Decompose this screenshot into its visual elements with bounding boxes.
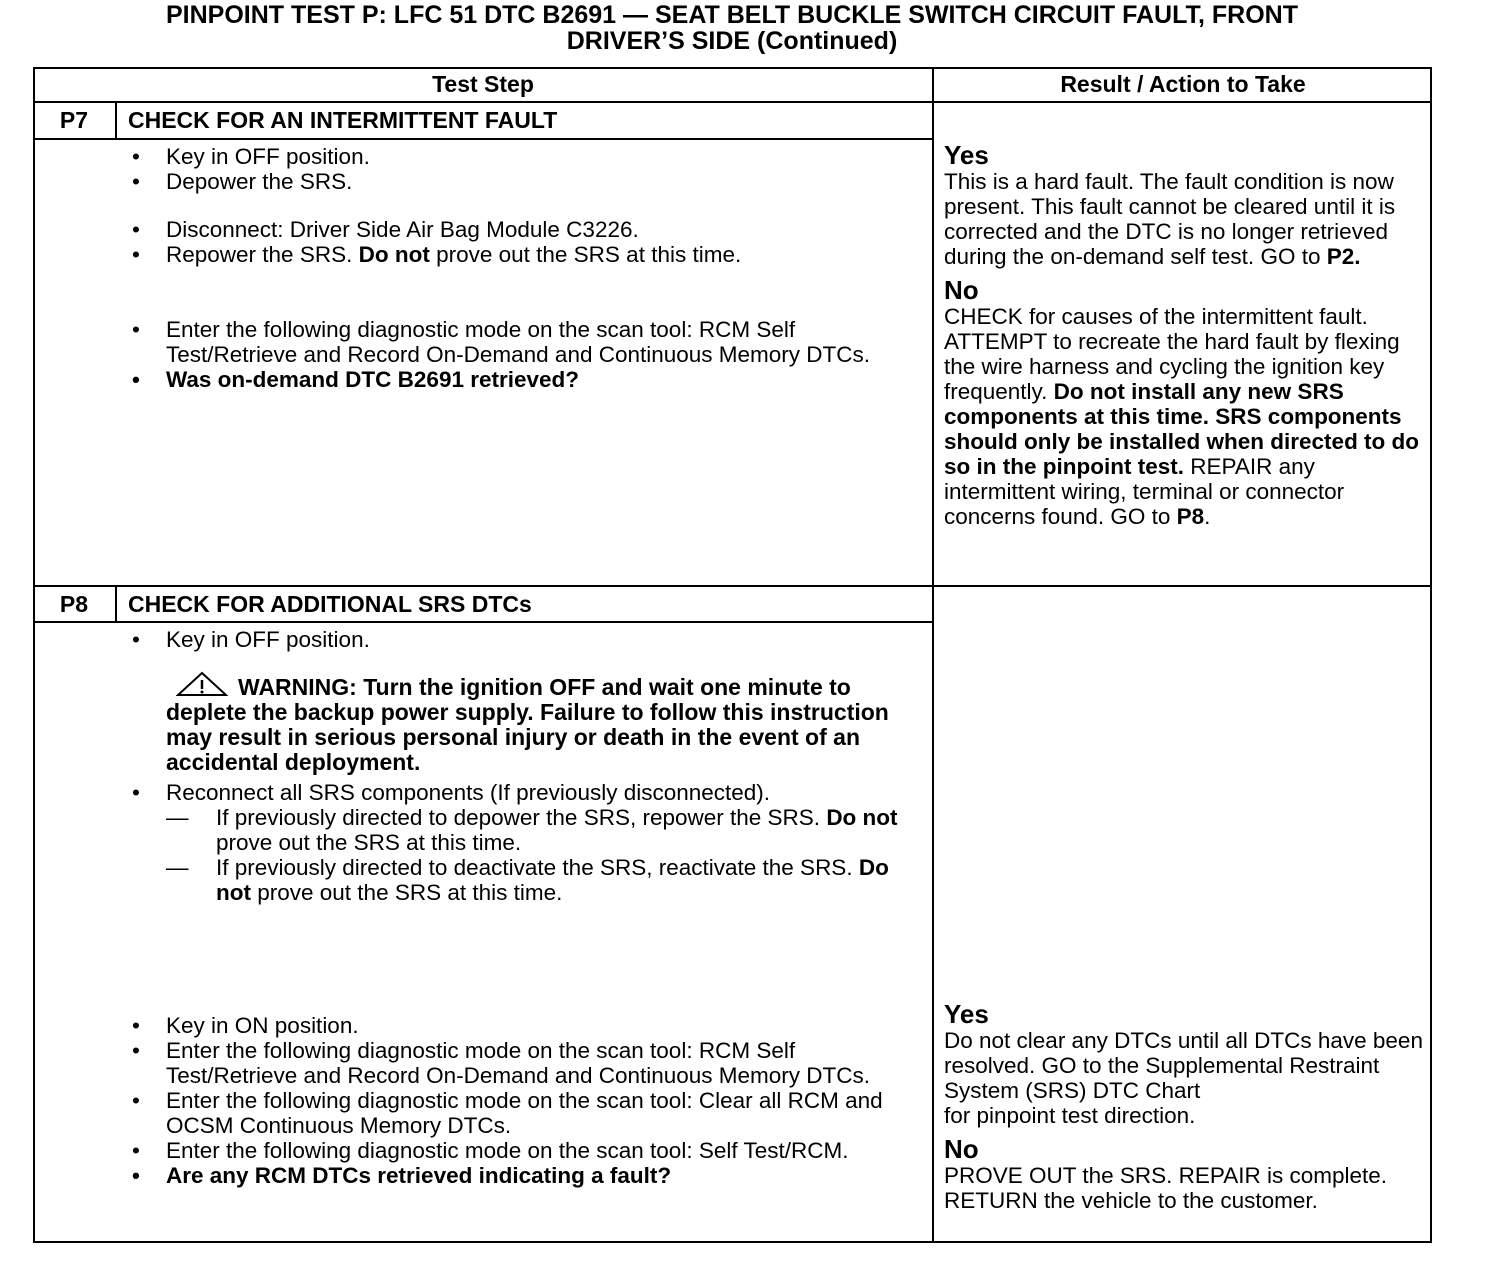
p8-yes-text: Do not clear any DTCs until all DTCs have been resolved. GO to the Supplemental Restraint System (SRS) DTC Chart for pinpoint test direction. [944, 1028, 1423, 1128]
list-item: • Disconnect: Driver Side Air Bag Module C3226. [132, 217, 639, 242]
list-item-question: • Are any RCM DTCs retrieved indicating a fault? [132, 1163, 672, 1188]
p8-result [944, 1001, 1430, 1213]
p7-no-label: No [944, 275, 979, 305]
p7-id-divider [115, 101, 117, 139]
list-item: • Repower the SRS. Do not prove out the SRS at this time. [132, 242, 742, 267]
p7-title-divider [33, 138, 933, 140]
step-divider [33, 585, 1432, 587]
p7-instructions [126, 144, 916, 392]
list-item: • Reconnect all SRS components (If previously disconnected). [132, 780, 771, 805]
step-id-p7: P7 [59, 107, 89, 133]
p8-title-divider [33, 621, 933, 623]
step-title-p7: CHECK FOR AN INTERMITTENT FAULT [128, 107, 558, 133]
p8-id-divider [115, 585, 117, 623]
p8-instructions-bottom [126, 1013, 916, 1188]
step-title-p8: CHECK FOR ADDITIONAL SRS DTCs [128, 591, 532, 617]
list-item: • Enter the following diagnostic mode on the scan tool: RCM Self Test/Retrieve and Record On-Demand and Continuous Memory DTCs. [132, 1038, 871, 1088]
header-test-step: Test Step [432, 71, 534, 97]
warning-note: WARNING: Turn the ignition OFF and wait one minute to deplete the backup power supply. Failure to follow this instruction may result in serious personal injury or death in the event of an accidental deployment. [126, 671, 916, 775]
list-item: • Enter the following diagnostic mode on the scan tool: Clear all RCM and OCSM Continuous Memory DTCs. [132, 1088, 883, 1138]
p7-no-text: CHECK for causes of the intermittent fault. ATTEMPT to recreate the hard fault by flexing the wire harness and cycling the ignition key frequently. Do not install any new SRS components at this time. SRS components should only be installed when directed to do so in the pinpoint test. REPAIR any intermittent wiring, terminal or connector concerns found. GO to P8. [944, 304, 1420, 529]
p8-no-label: No [944, 1134, 979, 1164]
p7-yes-label: Yes [944, 140, 989, 170]
p8-yes-label: Yes [944, 999, 989, 1029]
warning-triangle-icon [176, 671, 228, 697]
p8-instructions-top [126, 627, 916, 905]
step-id-p8: P8 [59, 591, 89, 617]
list-item: • Depower the SRS. [132, 169, 353, 194]
list-item: • Key in ON position. [132, 1013, 359, 1038]
title-line-1: PINPOINT TEST P: LFC 51 DTC B2691 — SEAT BELT BUCKLE SWITCH CIRCUIT FAULT, FRONT [166, 1, 1298, 29]
list-item: • Key in OFF position. [132, 144, 370, 169]
sub-list-item: — If previously directed to depower the SRS, repower the SRS. Do not prove out the SRS at this time. [166, 805, 898, 855]
header-result: Result / Action to Take [1060, 71, 1306, 97]
column-divider [932, 67, 934, 1243]
sub-list-item: — If previously directed to deactivate the SRS, reactivate the SRS. Do not prove out the SRS at this time. [166, 855, 889, 905]
list-item: • Enter the following diagnostic mode on the scan tool: RCM Self Test/Retrieve and Record On-Demand and Continuous Memory DTCs. [132, 317, 871, 367]
p8-no-text: PROVE OUT the SRS. REPAIR is complete. RETURN the vehicle to the customer. [944, 1163, 1388, 1213]
p7-yes-text: This is a hard fault. The fault condition is now present. This fault cannot be cleared until it is corrected and the DTC is no longer retrieved during the on-demand self test. GO to P2. [944, 169, 1396, 269]
list-item-question: • Was on-demand DTC B2691 retrieved? [132, 367, 580, 392]
p7-result [944, 142, 1430, 529]
page-title [0, 2, 1464, 54]
title-line-2: DRIVER’S SIDE (Continued) [566, 27, 898, 55]
list-item: • Enter the following diagnostic mode on the scan tool: Self Test/RCM. [132, 1138, 849, 1163]
list-item: • Key in OFF position. [132, 627, 370, 652]
header-divider [33, 101, 1432, 103]
